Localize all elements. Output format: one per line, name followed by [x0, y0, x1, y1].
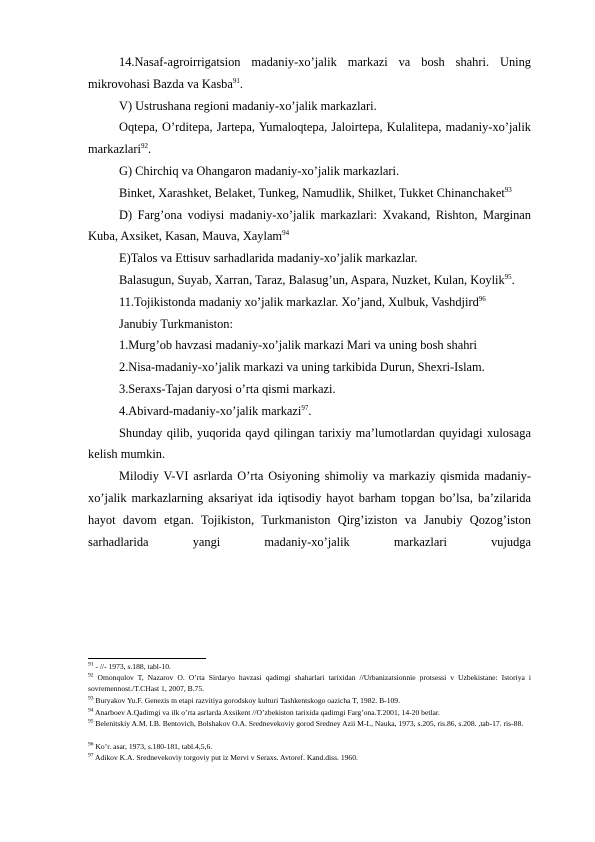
footnote-93: $^{93}$ Buryakov Yu.F. Genezis m etapi razvitiya gorodskoy kulturi Tashkentskogo oazicha T, 1982. B-109.: [88, 695, 400, 705]
footnote-ref-93[interactable]: 93: [504, 185, 512, 194]
paragraph-conclusion-intro: Shunday qilib, yuqorida qayd qilingan tarixiy ma’lumotlardan quyidagi xulosaga kelish mumkin.: [88, 425, 531, 462]
footnote-ref-92[interactable]: 92: [140, 142, 148, 151]
paragraph-murgob: 1.Murg’ob havzasi madaniy-xo’jalik markazi Mari va uning bosh shahri: [119, 338, 477, 353]
paragraph-fergana: D) Farg’ona vodiysi madaniy-xo’jalik markazlari: Xvakand, Rishton, Marginan Kuba, Axsiket, Kasan, Mauva, Xaylam$^{94}$: [88, 207, 531, 244]
paragraph-nisa: 2.Nisa-madaniy-xo’jalik markazi va uning tarkibida Durun, Shexri-Islam.: [119, 360, 485, 375]
footnote-96: $^{96}$ Ko’r. asar, 1973, s.180-181, tabl.4,5,6.: [88, 741, 213, 751]
paragraph-talos-list: Balasugun, Suyab, Xarran, Taraz, Balasug’un, Aspara, Nuzket, Kulan, Koylik$^{95}$.: [119, 272, 515, 287]
footnote-95: $^{95}$ Belenitskiy A.M. I.B. Bentovich, Bolshakov O.A. Srednevekoviy gorod Sredney Azii M-L, Nauka, 1973, s.205, ris.86, s.208. ,tab-17. ris-88.: [88, 718, 524, 728]
paragraph-seraxs: 3.Seraxs-Tajan daryosi o’rta qismi markazi.: [119, 381, 336, 396]
paragraph-ustrushana-heading: V) Ustrushana regioni madaniy-xo’jalik markazlari.: [119, 98, 377, 113]
footnote-ref-94[interactable]: 94: [282, 229, 290, 238]
paragraph-tajikistan: 11.Tojikistonda madaniy xo’jalik markazlar. Xo’jand, Xulbuk, Vashdjird$^{96}$: [119, 294, 486, 309]
paragraph-nasaf: 14.Nasaf-agroirrigatsion madaniy-xo’jalik markazi va bosh shahri. Uning mikrovohasi Bazda va Kasba$^{91}$.: [88, 55, 531, 91]
footnote-94: $^{94}$ Anarboev A.Qadimgi va ilk o’rta asrlarda Axsikent //O’zbekiston tarixida qadimgi Farg’ona.T.2001, 14-20 betlar.: [88, 707, 440, 717]
paragraph-chirchiq-list: Binket, Xarashket, Belaket, Tunkeg, Namudlik, Shilket, Tukket Chinanchaket$^{93}$: [119, 185, 512, 200]
main-text: [88, 52, 531, 553]
paragraph-abivard: 4.Abivard-madaniy-xo’jalik markazi$^{97}$.: [119, 403, 312, 418]
paragraph-conclusion-body: Milodiy V-VI asrlarda O’rta Osiyoning shimoliy va markaziy qismida madaniy-xo’jalik markazlarning aksariyat ida iqtisodiy hayot barham topgan bo’lsa, ba’zilarida hayot davom etgan. Tojikiston, Turkmaniston Qirg’iziston va Janubiy Qozog’iston sarhadlarida yangi madaniy-xo’jalik markazlari vujudga: [88, 469, 531, 549]
paragraph-chirchiq-heading: G) Chirchiq va Ohangaron madaniy-xo’jalik markazlari.: [119, 163, 400, 178]
footnote-97: $^{97}$ Adikov K.A. Srednevekoviy torgoviy put iz Mervi v Seraxs. Avtoref. Kand.diss. 1960.: [88, 752, 358, 762]
footnote-ref-96[interactable]: 96: [478, 294, 486, 303]
footnote-92: $^{92}$ Omonqulov T, Nazarov O. O’rta Sirdaryo havzasi qadimgi shaharlari tarixidan //Urbanizatsionnie protsessi v Uzbekistane: Istoriya i sovremennost./T.CHast 1, 2007, B.75.: [88, 672, 531, 694]
paragraph-turkmenistan-heading: Janubiy Turkmaniston:: [119, 316, 233, 331]
footnote-ref-95[interactable]: 95: [504, 272, 512, 281]
footnote-separator: [88, 658, 206, 659]
footnote-ref-91[interactable]: 91: [232, 76, 240, 85]
paragraph-talos-heading: E)Talos va Ettisuv sarhadlarida madaniy-xo’jalik markazlar.: [119, 251, 418, 266]
footnote-ref-97[interactable]: 97: [301, 403, 309, 412]
paragraph-ustrushana-list: Oqtepa, O’rditepa, Jartepa, Yumaloqtepa, Jaloirtepa, Kulalitepa, madaniy-xo’jalik markazlari$^{92}$.: [88, 120, 531, 157]
footnote-91: $^{91}$ - //- 1973, s.188, tabl-10.: [88, 661, 171, 671]
